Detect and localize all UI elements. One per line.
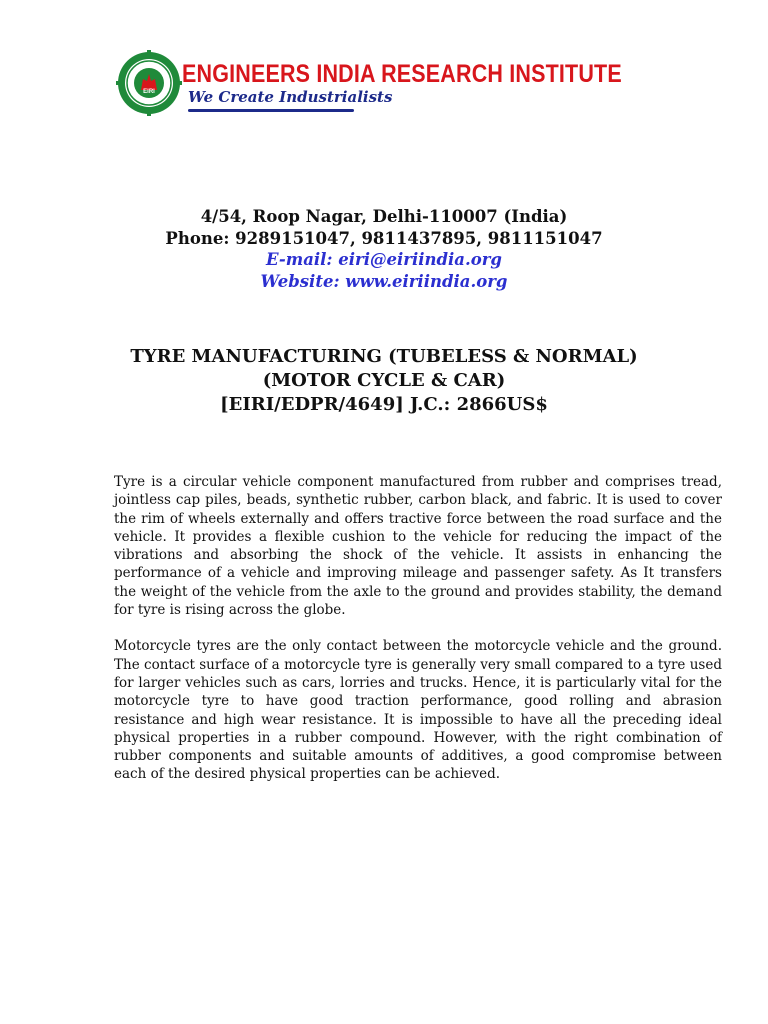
org-name: ENGINEERS INDIA RESEARCH INSTITUTE [182, 60, 622, 88]
tagline-underline [188, 109, 354, 112]
email-link[interactable]: E-mail: eiri@eiriindia.org [266, 250, 502, 269]
title-line-2: (MOTOR CYCLE & CAR) [262, 370, 506, 391]
phone-line: Phone: 9289151047, 9811437895, 9811151047 [165, 228, 603, 248]
address-line: 4/54, Roop Nagar, Delhi-110007 (India) [200, 207, 568, 226]
title-line-3: [EIRI/EDPR/4649] J.C.: 2866US$ [220, 394, 548, 415]
seal-label: EIRI [143, 89, 155, 95]
body-text [114, 473, 722, 802]
title-line-1: TYRE MANUFACTURING (TUBELESS & NORMAL) [130, 346, 638, 367]
org-tagline: We Create Industrialists [188, 88, 393, 106]
eiri-seal-icon [116, 50, 182, 116]
contact-block [0, 206, 768, 292]
paragraph-2: Motorcycle tyres are the only contact between the motorcycle vehicle and the ground. The contact surface of a motorcycle tyre is generally very small compared to a tyre used for larger vehicles such as cars, lorries and trucks. Hence, it is particularly vital for the motorcycle tyre to have good traction performance, good rolling and abrasion resistance and high wear resistance. It is impossible to have all the preceding ideal physical properties in a rubber compound. However, with the right combination of rubber components and suitable amounts of additives, a good compromise between each of the desired physical properties can be achieved. [114, 638, 722, 783]
website-link[interactable]: Website: www.eiriindia.org [260, 271, 508, 291]
document-title [0, 345, 768, 417]
header-logo [116, 50, 622, 122]
paragraph-1: Tyre is a circular vehicle component manufactured from rubber and comprises tread, jointless cap piles, beads, synthetic rubber, carbon black, and fabric. It is used to cover the rim of wheels externally and offers tractive force between the road surface and the vehicle. It provides a flexible cushion to the vehicle for reducing the impact of the vibrations and absorbing the shock of the vehicle. It assists in enhancing the performance of a vehicle and improving mileage and passenger safety. As It transfers the weight of the vehicle from the axle to the ground and provides stability, the demand for tyre is rising across the globe. [114, 474, 722, 619]
